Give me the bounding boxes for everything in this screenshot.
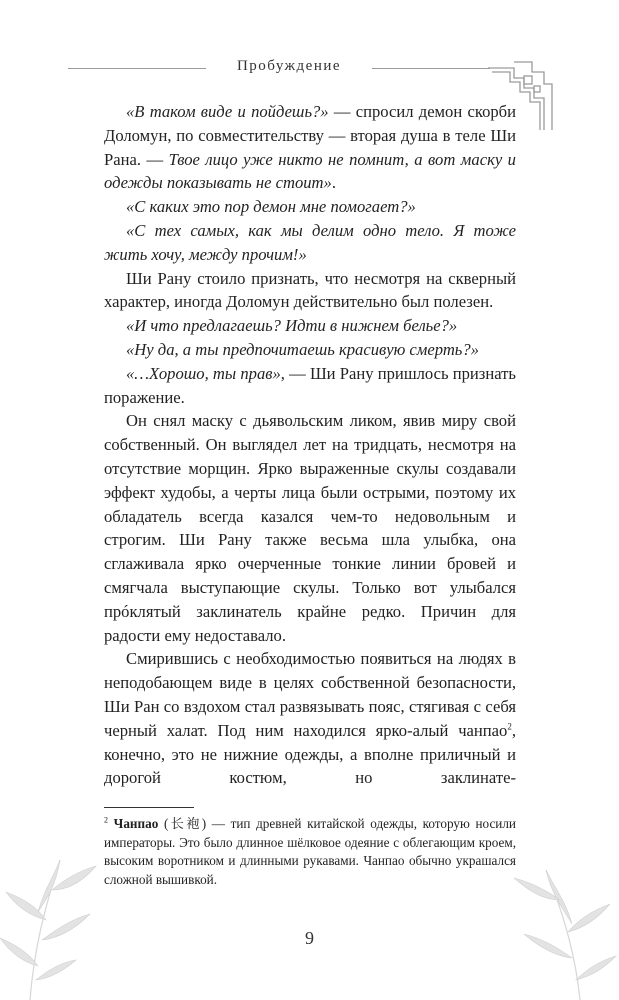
paragraph: [104, 362, 516, 410]
paragraph: [104, 219, 516, 267]
paragraph-text: , — Ши Рану пришлось признать поражение.: [104, 363, 516, 407]
right-leaf-decoration-icon: [480, 840, 619, 1000]
paragraph-italic: «В таком виде и пойдешь?»: [126, 102, 329, 121]
paragraph-text: Ши Рану стоило признать, что несмотря на скверный характер, иногда Доломун действительно был полезен.: [104, 268, 516, 312]
footnote: [104, 815, 516, 889]
paragraph: [104, 314, 516, 338]
paragraph-italic: «Ну да, а ты предпочитаешь красивую смерть?»: [126, 339, 479, 359]
paragraph-italic: «С тех самых, как мы делим одно тело. Я тоже жить хочу, между прочим!»: [104, 220, 516, 264]
paragraph: [104, 100, 516, 195]
paragraph-italic: Твое лицо уже никто не помнит, а вот маску и одежды показывать не стоит»: [104, 149, 516, 193]
paragraph-italic: «…Хорошо, ты прав»: [126, 363, 281, 383]
body-text: [104, 100, 516, 790]
paragraph: [104, 267, 516, 315]
header-rule-left: [68, 68, 206, 69]
header-rule-right: [372, 68, 490, 69]
paragraph: [104, 647, 516, 790]
paragraph: [104, 409, 516, 647]
running-title: Пробуждение: [236, 58, 342, 74]
paragraph: [104, 338, 516, 362]
footnote-marker[interactable]: 2: [507, 721, 512, 732]
footnote-chinese: (长袍): [163, 816, 207, 831]
paragraph-italic: «С каких это пор демон мне помогает?»: [126, 197, 416, 217]
footnote-text: — тип древней китайской одежды, которую носили императоры. Это было длинное шёлковое одеяние с облегающим кроем, высоким воротником и длинными рукавами. Чанпао обычно украшался сложной вышивкой.: [104, 816, 516, 887]
paragraph-text: .: [331, 173, 336, 193]
paragraph-text: , конечно, это не нижние одежды, а вполне приличный и дорогой костюм, но заклинате-: [104, 720, 516, 788]
footnote-term: Чанпао: [113, 816, 159, 831]
footnote-number: 2: [104, 815, 108, 825]
paragraph: [104, 195, 516, 219]
paragraph-text: Он снял маску с дьявольским ликом, явив миру свой собственный. Он выглядел лет на тридцать, несмотря на отсутствие морщин. Ярко выраженные скулы создавали эффект худобы, а черты лица были острыми, поэтому их обладатель всегда казался чем-то недовольным и строгим. Ши Рану также весьма шла улыбка, она сглаживала ярко очерченные тонкие линии бровей и смягчала выступающие скулы. Только вот улыбался прóклятый заклинатель крайне редко. Причин для радости ему недоставало.: [104, 411, 516, 645]
paragraph-italic: «И что предлагаешь? Идти в нижнем белье?»: [126, 316, 458, 336]
footnote-divider: [104, 807, 194, 808]
left-leaf-decoration-icon: [0, 820, 130, 1000]
page-number: 9: [305, 928, 314, 948]
paragraph-text: Смирившись с необходимостью появиться на людях в неподобающем виде в целях собственной безопасности, Ши Ран со вздохом стал развязывать пояс, стягивая с себя черный халат. Под ним находился ярко-алый чанпао: [104, 649, 516, 740]
paragraph-text: — спросил демон скорби Доломун, по совместительству — вторая душа в теле Ши Рана. —: [104, 102, 516, 169]
